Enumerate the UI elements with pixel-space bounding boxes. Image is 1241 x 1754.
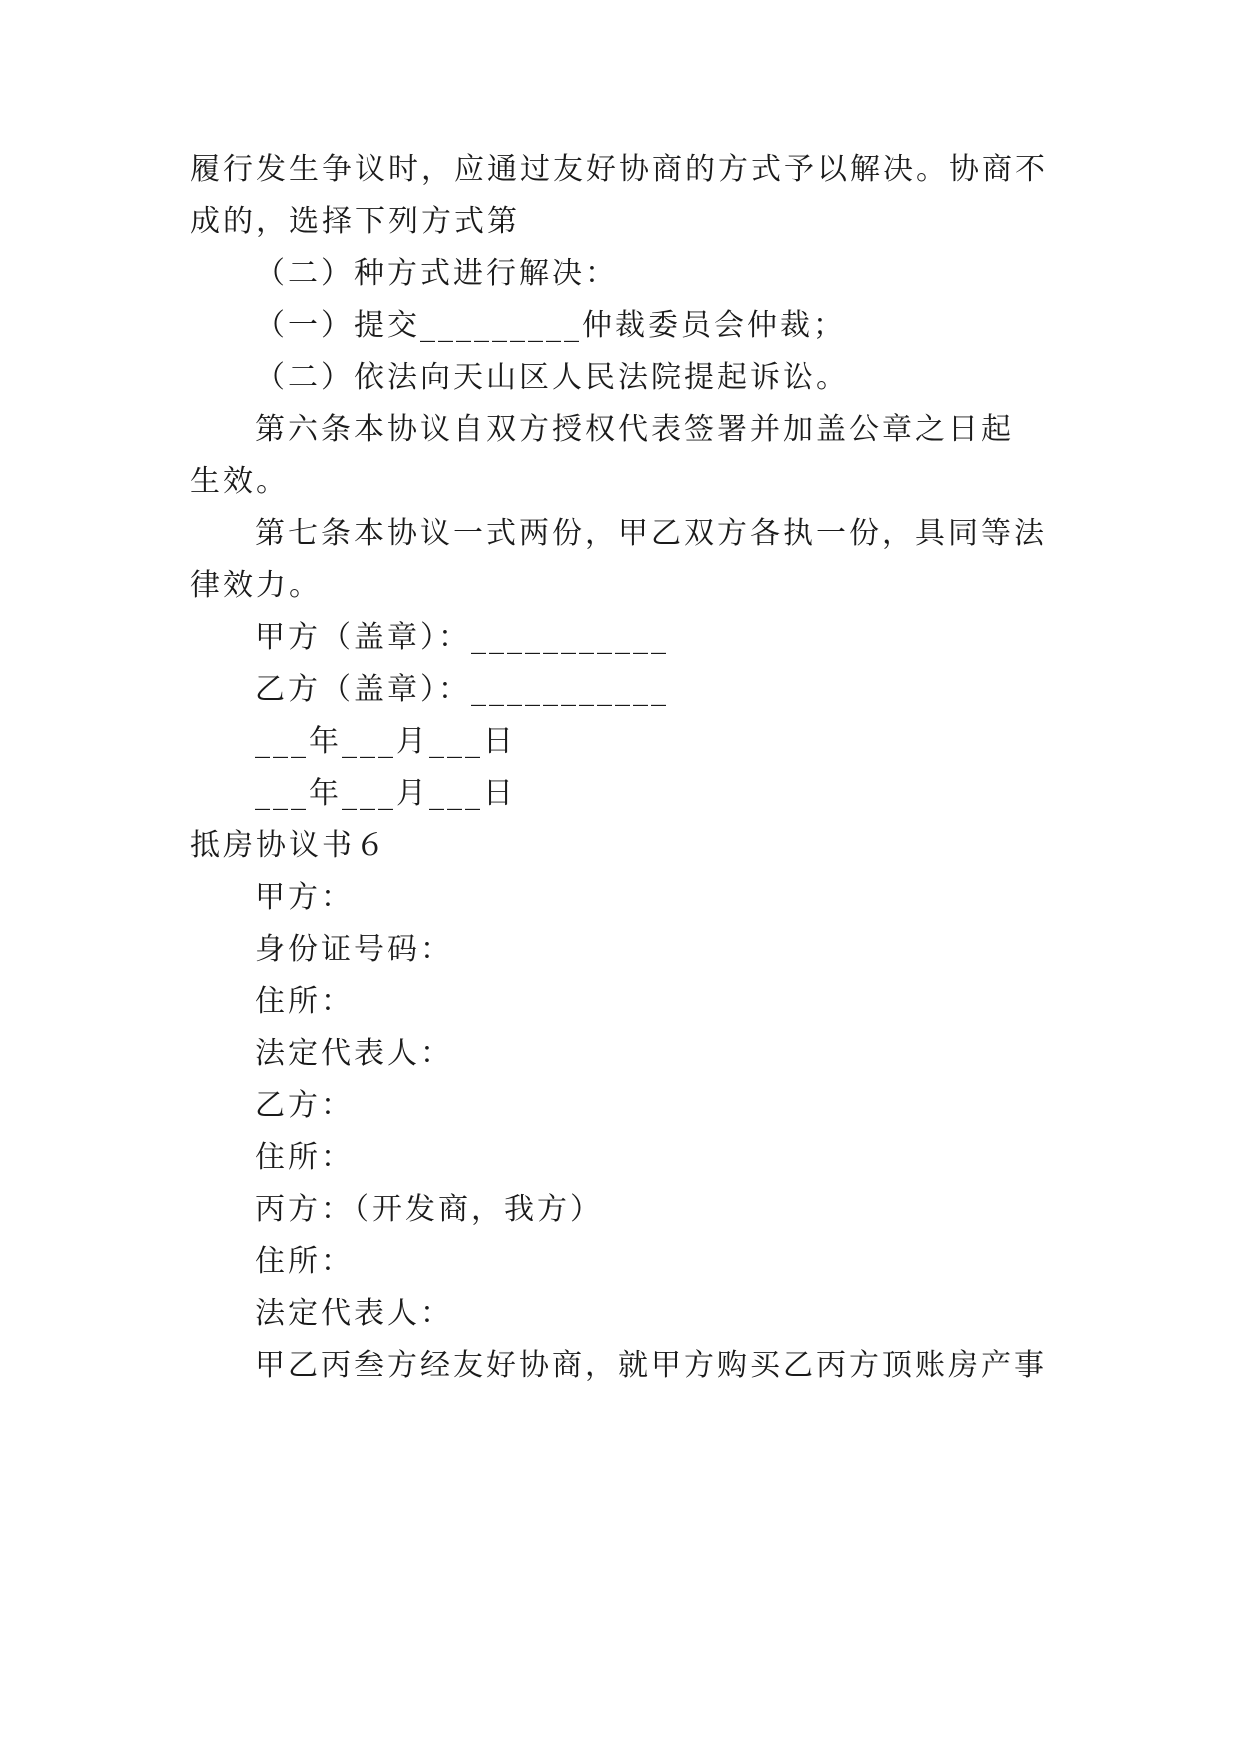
paragraph-line: 生效。	[190, 464, 289, 499]
field-label: 住所：	[255, 984, 354, 1019]
signature-line-party-a: 甲方（盖章）：___________	[255, 620, 669, 655]
field-label: 丙方：（开发商，我方）	[255, 1192, 603, 1227]
paragraph-line: 履行发生争议时，应通过友好协商的方式予以解决。协商不	[190, 152, 1048, 187]
signature-line-party-b: 乙方（盖章）：___________	[255, 672, 669, 707]
date-line: ___年___月___日	[255, 724, 516, 759]
paragraph-line: （二）种方式进行解决：	[255, 256, 618, 291]
paragraph-line: 成的，选择下列方式第	[190, 204, 520, 239]
field-label: 乙方：	[255, 1088, 354, 1123]
paragraph-line: 律效力。	[190, 568, 322, 603]
section-title: 抵房协议书６	[190, 828, 388, 863]
date-line: ___年___月___日	[255, 776, 516, 811]
field-label: 甲方：	[255, 880, 354, 915]
paragraph-line: 甲乙丙叁方经友好协商，就甲方购买乙丙方顶账房产事	[255, 1348, 1047, 1383]
paragraph-line: 第六条本协议自双方授权代表签署并加盖公章之日起	[255, 412, 1014, 447]
field-label: 住所：	[255, 1244, 354, 1279]
paragraph-line: 第七条本协议一式两份，甲乙双方各执一份，具同等法	[255, 516, 1047, 551]
paragraph-line: （二）依法向天山区人民法院提起诉讼。	[255, 360, 849, 395]
field-label: 住所：	[255, 1140, 354, 1175]
field-label: 身份证号码：	[255, 932, 453, 967]
field-label: 法定代表人：	[255, 1036, 453, 1071]
field-label: 法定代表人：	[255, 1296, 453, 1331]
paragraph-line: （一）提交_________仲裁委员会仲裁；	[255, 308, 846, 343]
